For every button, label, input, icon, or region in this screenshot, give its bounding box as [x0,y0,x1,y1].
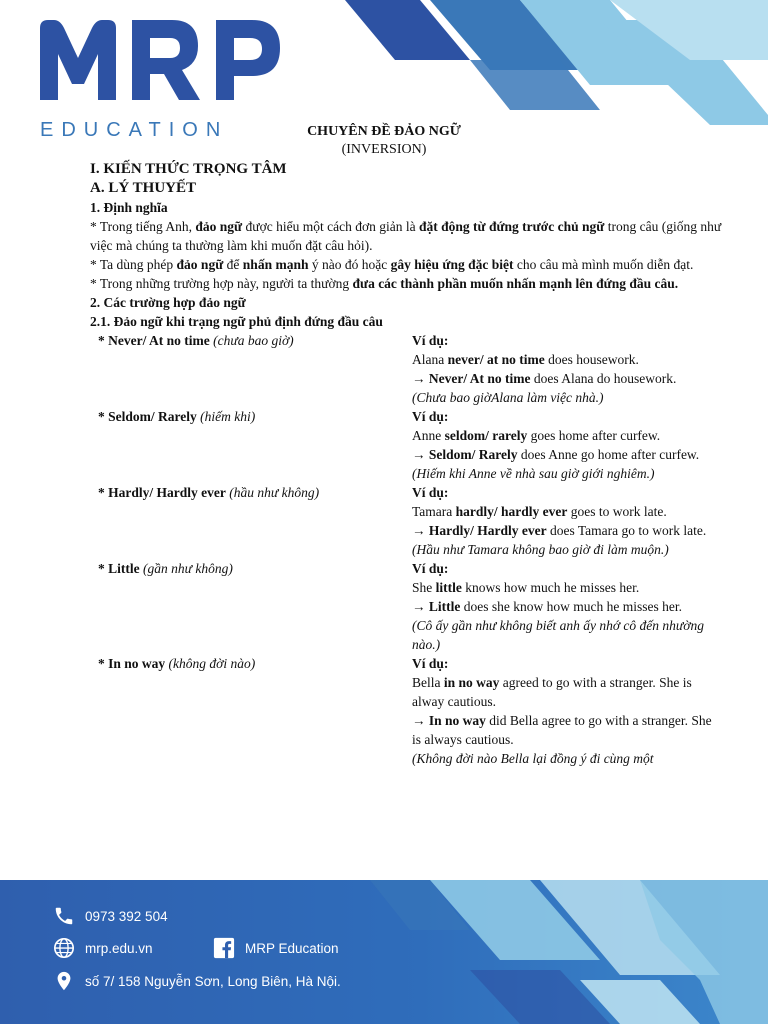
footer-website[interactable] [52,936,153,960]
phone-icon [52,904,76,928]
example-inverted-sentence: → Little does she know how much he misses her. [412,599,682,614]
example-translation: (Hầu như Tamara không bao giờ đi làm muộn.) [412,542,669,557]
example-term-cell: * Never/ At no time (chưa bao giờ) [98,333,294,348]
example-term-cell: * Hardly/ Hardly ever (hầu như không) [98,485,320,500]
example-inverted-sentence: → Hardly/ Hardly ever does Tamara go to work late. [412,523,707,538]
paragraph-definition-3: * Trong những trường hợp này, người ta thường đưa các thành phần muốn nhấn mạnh lên đứng đầu câu. [90,276,679,291]
example-sentence: She little knows how much he misses her. [412,580,640,595]
heading-ly-thuyet: A. LÝ THUYẾT [90,180,196,196]
example-translation: (Không đời nào Bella lại đồng ý đi cùng một [412,751,654,766]
logo-education-text: EDUCATION [40,119,229,141]
example-detail-cell: Ví dụ: Alana never/ at no time does housework. → Never/ At no time does Alana do housework. (Chưa bao giờAlana làm việc nhà.) [412,331,722,407]
footer-facebook[interactable] [212,936,339,960]
example-inverted-sentence: → Seldom/ Rarely does Anne go home after curfew. [412,447,700,462]
logo [40,20,280,141]
heading-cac-truong-hop: 2. Các trường hợp đảo ngữ [90,295,246,310]
example-row [90,559,722,654]
example-inverted-sentence: → Never/ At no time does Alana do housework. [412,371,677,386]
footer-address [52,969,341,993]
example-detail-cell: Ví dụ: Anne seldom/ rarely goes home after curfew. → Seldom/ Rarely does Anne go home after curfew. (Hiếm khi Anne về nhà sau giờ giới nghiêm.) [412,407,722,483]
example-translation: (Chưa bao giờAlana làm việc nhà.) [412,390,604,405]
footer-phone[interactable] [52,904,168,928]
example-inverted-sentence: → In no way did Bella agree to go with a stranger. She is always cautious. [412,713,712,747]
document-title [0,123,768,159]
example-term-cell: * In no way (không đời nào) [98,656,256,671]
address-text: số 7/ 158 Nguyễn Sơn, Long Biên, Hà Nội. [85,973,341,989]
examples-table [90,331,722,768]
example-translation: (Hiếm khi Anne về nhà sau giờ giới nghiêm.) [412,466,655,481]
logo-mrp-mark [40,20,280,100]
example-row [90,331,722,407]
example-sentence: Bella in no way agreed to go with a stranger. She is alway cautious. [412,675,692,709]
example-row [90,407,722,483]
paragraph-definition-1: * Trong tiếng Anh, đảo ngữ được hiểu một cách đơn giản là đặt động từ đứng trước chủ ngữ trong câu (giống như việc mà chúng ta thường làm khi muốn đặt câu hỏi). [90,219,722,253]
example-detail-cell: Ví dụ: Tamara hardly/ hardly ever goes to work late. → Hardly/ Hardly ever does Tamara go to work late. (Hầu như Tamara không bao giờ đi làm muộn.) [412,483,722,559]
title-main: CHUYÊN ĐỀ ĐẢO NGỮ [307,124,461,139]
heading-kien-thuc: I. KIẾN THỨC TRỌNG TÂM [90,161,287,177]
document-content [90,160,722,768]
heading-dao-ngu-trang-ngu: 2.1. Đảo ngữ khi trạng ngữ phủ định đứng đầu câu [90,314,383,329]
example-detail-cell: Ví dụ: Bella in no way agreed to go with a stranger. She is alway cautious. → In no way did Bella agree to go with a stranger. She is always cautious. (Không đời nào Bella lại đồng ý đi cùng một [412,654,722,768]
example-row [90,483,722,559]
example-sentence: Tamara hardly/ hardly ever goes to work late. [412,504,667,519]
example-sentence: Anne seldom/ rarely goes home after curfew. [412,428,661,443]
example-detail-cell: Ví dụ: She little knows how much he misses her. → Little does she know how much he misses her. (Cô ấy gần như không biết anh ấy nhớ cô đến nhường nào.) [412,559,722,654]
footer [0,880,768,1024]
example-sentence: Alana never/ at no time does housework. [412,352,639,367]
website-url: mrp.edu.vn [85,940,153,956]
facebook-icon [212,936,236,960]
facebook-page-name: MRP Education [245,940,339,956]
example-row [90,654,722,768]
example-term-cell: * Little (gần như không) [98,561,233,576]
title-sub: (INVERSION) [341,142,427,157]
location-pin-icon [52,969,76,993]
example-term-cell: * Seldom/ Rarely (hiếm khi) [98,409,256,424]
heading-dinh-nghia: 1. Định nghĩa [90,200,168,215]
phone-number: 0973 392 504 [85,908,168,924]
paragraph-definition-2: * Ta dùng phép đảo ngữ để nhấn mạnh ý nào đó hoặc gây hiệu ứng đặc biệt cho câu mà mình muốn diễn đạt. [90,257,694,272]
globe-icon [52,936,76,960]
example-translation: (Cô ấy gần như không biết anh ấy nhớ cô đến nhường nào.) [412,618,704,652]
